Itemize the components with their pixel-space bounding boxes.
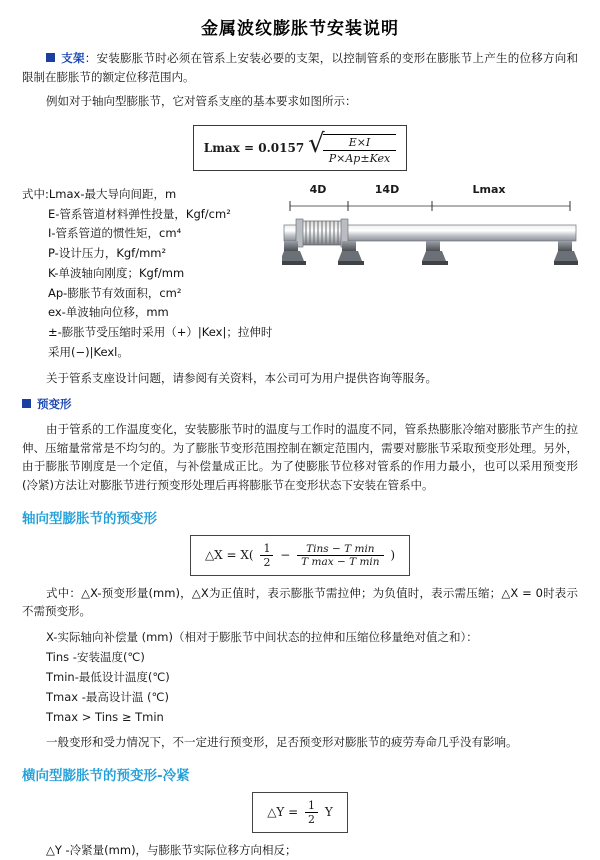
formula-lmax-wrapper — [22, 117, 578, 179]
formula-delta-y-half-num: 1 — [305, 799, 318, 813]
section-support-example: 例如对于轴向型膨胀节，它对管系支座的基本要求如图所示： — [46, 94, 357, 109]
page-title: 金属波纹膨胀节安装说明 — [201, 19, 399, 39]
definition-item: P-设计压力，Kgf/mm² — [48, 246, 167, 261]
formula-lmax-denominator: P×Ap±Kex — [328, 151, 391, 165]
variable-item: Tins -安装温度(℃) — [46, 649, 145, 664]
definition-item: Ap-膨胀节有效面积，cm² — [48, 285, 182, 300]
formula-delta-y-box — [252, 792, 348, 833]
section-support-text: 安装膨胀节时必须在管系上安装必要的支架，以控制管系的变形在膨胀节上产生的位移方向和限制在膨胀节的额定位移范围内。 — [22, 51, 578, 84]
formula-lmax-radical — [308, 128, 396, 165]
formula-lmax-lhs: Lmax = 0.0157 — [203, 140, 305, 155]
formula-lmax-fraction — [323, 134, 396, 165]
variable-item: Tmax -最高设计温 (℃) — [46, 690, 169, 705]
definitions-figure-wrapper — [22, 179, 578, 369]
formula-delta-x-box — [190, 535, 410, 576]
subsection-lateral-predeform-heading: 横向型膨胀节的预变形-冷紧 — [22, 768, 190, 785]
definition-item: K-单波轴向刚度；Kgf/mm — [48, 265, 185, 280]
section-support-paragraph: 支架：安装膨胀节时必须在管系上安装必要的支架，以控制管系的变形在膨胀节上产生的位移方向和限制在膨胀节的额定位移范围内。 — [22, 51, 578, 84]
section-predeform-heading — [22, 395, 578, 414]
formula-lmax-numerator: E×I — [323, 136, 396, 151]
support-contact-paragraph: 关于管系支座设计问题，请参阅有关资料，本公司可为用户提供咨询等服务。 — [46, 370, 437, 385]
formula-delta-x-where: 式中：△X-预变形量(mm)，△X为正值时，表示膨胀节需拉伸；为负值时，表示需压缩；△X = 0时表示不需预变形。 — [22, 585, 578, 619]
variable-item: Tmax > Tins ≥ Tmin — [46, 710, 164, 725]
figure-label-4d: 4D — [309, 182, 327, 196]
axial-expansion-joint-support-diagram — [282, 183, 578, 293]
section-predeform-paragraph: 由于管系的工作温度变化，安装膨胀节时的温度与工作时的温度不同，管系热膨胀冷缩对膨胀节产生的拉伸、压缩量常常是不均匀的。为了膨胀节变形范围控制在额定范围内，需要对膨胀节采取预变形处理。另外，由于膨胀节刚度是一个定值，与补偿量成正比。为了使膨胀节位移对管系的作用力最小，也可以采用预变形(冷紧)方法让对膨胀节进行预变形处理后再将膨胀节在变形状态下安装在管系中。 — [22, 422, 578, 492]
formula-delta-y-rhs: Y — [324, 805, 333, 820]
section-predeform-label: 预变形 — [37, 397, 72, 412]
figure-container — [288, 179, 578, 369]
formula-delta-x-lhs: △X = X( — [204, 547, 254, 562]
formula-delta-x-half-num: 1 — [260, 542, 273, 556]
formula-delta-x-rhs: ) — [390, 547, 396, 562]
formula-delta-x-frac-den: T max − T min — [301, 555, 380, 568]
pipe-assembly-graphic — [282, 199, 578, 291]
document-page — [0, 14, 600, 858]
radical-sign-icon: √ — [308, 128, 325, 159]
blue-square-icon — [46, 53, 55, 62]
formula-delta-x-half — [260, 542, 273, 569]
subsection-axial-predeform-heading: 轴向型膨胀节的预变形 — [22, 510, 157, 527]
variable-item: X-实际轴向补偿量 (mm)（相对于膨胀节中间状态的拉伸和压缩位移量绝对值之和）： — [46, 629, 478, 644]
formula-lmax-box — [193, 125, 407, 171]
figure-label-lmax: Lmax — [472, 182, 506, 196]
definition-item: 式中:Lmax-最大导向间距，m — [22, 186, 177, 201]
axial-predeform-note: 一般变形和受力情况下，不一定进行预变形，足否预变形对膨胀节的疲劳寿命几乎没有影响。 — [46, 735, 518, 750]
figure-label-14d: 14D — [374, 182, 400, 196]
formula-delta-y-where: △Y -冷紧量(mm)，与膨胀节实际位移方向相反； — [46, 843, 297, 858]
axial-variable-list — [22, 627, 578, 728]
formula-delta-x-wrapper — [22, 535, 578, 576]
formula-delta-y-half — [305, 799, 318, 826]
formula-delta-y-lhs: △Y = — [267, 805, 299, 820]
blue-square-icon — [22, 399, 31, 408]
definition-item: ex-单波轴向位移，mm — [48, 305, 169, 320]
variable-item: Tmin-最低设计温度(℃) — [46, 670, 170, 685]
definition-item: I-管系管道的惯性矩，cm⁴ — [48, 226, 182, 241]
document-body — [0, 49, 600, 860]
formula-delta-y-half-den: 2 — [308, 813, 316, 827]
formula-delta-x-minus: − — [280, 547, 291, 562]
definition-item: ±-膨胀节受压缩时采用（+）|Kex|；拉伸时采用(−)|Kexl。 — [48, 325, 273, 359]
definition-item: E-管系管道材料弹性投量，Kgf/cm² — [48, 206, 231, 221]
definitions-list — [22, 185, 282, 363]
formula-delta-x-half-den: 2 — [263, 555, 271, 569]
formula-delta-x-frac-num: Tins − T min — [297, 543, 383, 556]
section-support-label: 支架 — [61, 51, 85, 65]
formula-delta-x-fraction — [297, 543, 383, 568]
formula-delta-y-wrapper — [22, 792, 578, 833]
